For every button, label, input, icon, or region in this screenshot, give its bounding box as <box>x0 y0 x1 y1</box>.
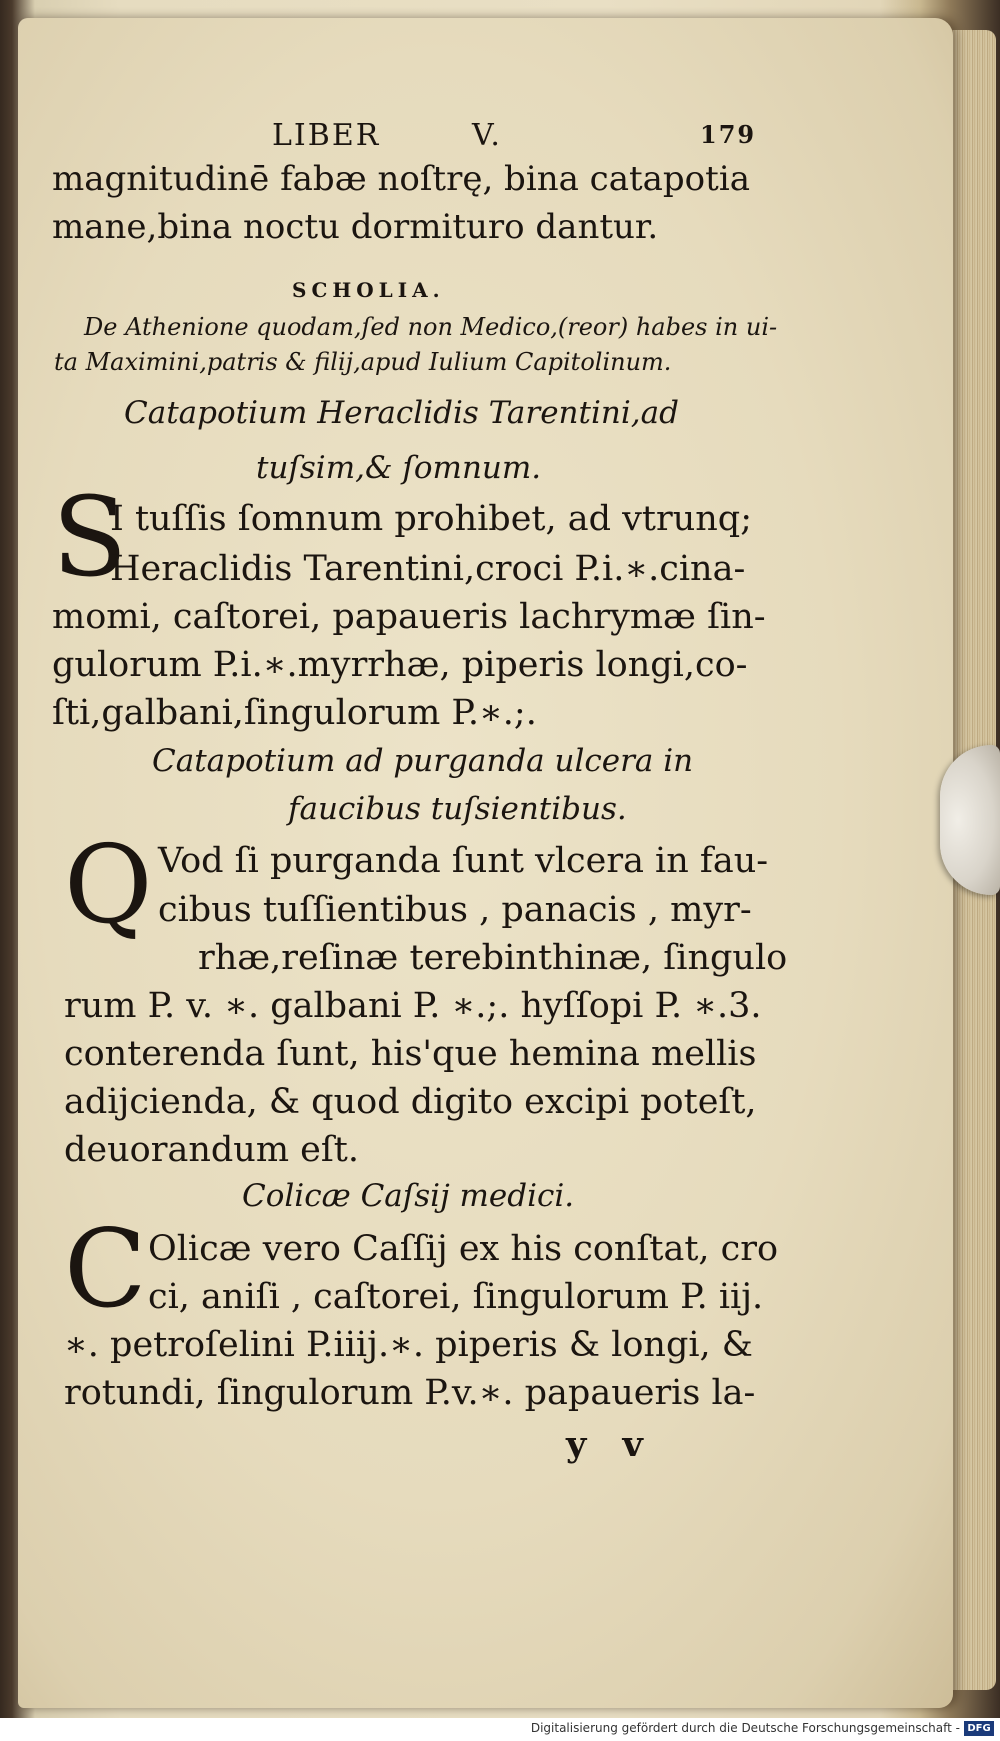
text-line: ∗. petroſelini P.iiij.∗. piperis & longi, & <box>64 1325 753 1365</box>
text-line: deuorandum eſt. <box>64 1130 359 1170</box>
text-line: Olicæ vero Caſſij ex his conſtat, cro <box>148 1229 779 1269</box>
drop-cap: C <box>64 1207 147 1332</box>
section-title: Colicæ Caſsij medici. <box>242 1178 575 1214</box>
drop-cap: Q <box>64 823 153 948</box>
drop-cap: S <box>52 473 128 601</box>
section-title: tuſsim,& ſomnum. <box>256 450 542 486</box>
page-number: 179 <box>700 120 757 149</box>
scholia-heading: SCHOLIA. <box>292 278 445 302</box>
scholia-line: De Athenione quodam,ſed non Medico,(reor) habes in ui- <box>84 313 778 341</box>
text-line: rum P. v. ∗. galbani P. ∗.;. hyſſopi P. ∗.3. <box>64 986 762 1026</box>
section-title: faucibus tuſsientibus. <box>288 791 627 827</box>
text-line: Heraclidis Tarentini,croci P.i.∗.cina- <box>110 549 746 589</box>
text-line: ſti,galbani,ſingulorum P.∗.;. <box>52 693 537 733</box>
text-line: conterenda ſunt, his'que hemina mellis <box>64 1034 757 1074</box>
scholia-line: ta Maximini,patris & filij,apud Iulium Capitolinum. <box>54 348 672 376</box>
text-line: ci, aniſi , caſtorei, ſingulorum P. iij. <box>148 1277 764 1317</box>
footer-credit: Digitalisierung gefördert durch die Deutsche Forschungsgemeinschaft - <box>530 1721 960 1735</box>
running-head-left: LIBER <box>272 118 381 153</box>
section-title: Catapotium Heraclidis Tarentini,ad <box>124 395 679 431</box>
text-line: cibus tuſſientibus , panacis , myr- <box>158 890 752 930</box>
text-line: mane,bina noctu dormituro dantur. <box>52 207 659 247</box>
dfg-logo: DFG <box>964 1721 994 1736</box>
text-line: I tuſſis ſomnum prohibet, ad vtrunq; <box>110 499 752 539</box>
text-line: adijcienda, & quod digito excipi poteſt, <box>64 1082 757 1122</box>
running-head-middle: V. <box>472 118 502 153</box>
section-title: Catapotium ad purganda ulcera in <box>152 743 694 779</box>
text-line: Vod ſi purganda ſunt vlcera in fau- <box>158 841 769 881</box>
text-line: gulorum P.i.∗.myrrhæ, piperis longi,co- <box>52 645 748 685</box>
text-line: magnitudinē fabæ noſtrę, bina catapotia <box>52 159 750 199</box>
text-line: rotundi, ſingulorum P.v.∗. papaueris la- <box>64 1373 756 1413</box>
text-line: rhæ,reſinæ terebinthinæ, ſingulo <box>198 938 788 978</box>
text-line: momi, caſtorei, papaueris lachrymæ ſin- <box>52 597 766 637</box>
footer-bar <box>0 1718 1000 1741</box>
signature-mark: y v <box>566 1424 643 1465</box>
